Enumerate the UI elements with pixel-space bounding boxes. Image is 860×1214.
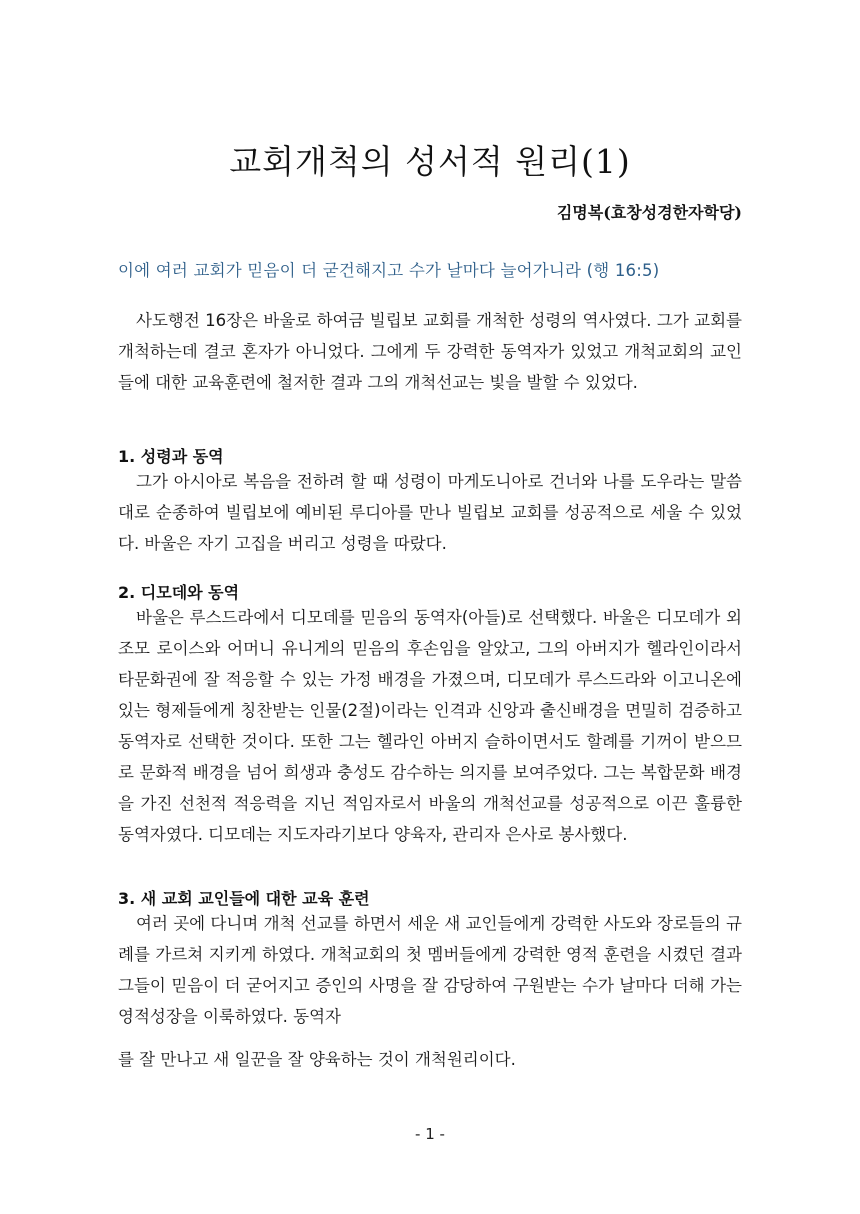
section-text-2: 바울은 루스드라에서 디모데를 믿음의 동역자(아들)로 선택했다. 바울은 디모데가 외조모 로이스와 어머니 유니게의 믿음의 후손임을 알았고, 그의 아버지가 헬라인이라서 타문화권에 잘 적응할 수 있는 가정 배경을 가졌으며, 디모데가 루스드라와 이고니온에 있는 형제들에게 칭찬받는 인물(2절)이라는 인격과 신앙과 출신배경을 면밀히 검증하고 동역자로 선택한 것이다. 또한 그는 헬라인 아버지 슬하이면서도 할례를 기꺼이 받으므로 문화적 배경을 넘어 희생과 충성도 감수하는 의지를 보여주었다. 그는 복합문화 배경을 가진 선천적 적응력을 지닌 적임자로서 바울의 개척선교를 성공적으로 이끈 훌륭한 동역자였다. 디모데는 지도자라기보다 양육자, 관리자 은사로 봉사했다. xyxy=(118,608,742,844)
author-line: 김명복(효창성경한자학당) xyxy=(556,203,742,222)
intro-paragraph xyxy=(118,305,742,398)
section-heading-3: 3. 새 교회 교인들에 대한 교육 훈련 xyxy=(118,889,370,908)
section-body-3 xyxy=(118,908,742,1032)
intro-text: 사도행전 16장은 바울로 하여금 빌립보 교회를 개척한 성령의 역사였다. 그가 교회를 개척하는데 결코 혼자가 아니었다. 그에게 두 강력한 동역자가 있었고 개척교회의 교인들에 대한 교육훈련에 철저한 결과 그의 개척선교는 빛을 발할 수 있었다. xyxy=(118,311,742,392)
section-heading-2: 2. 디모데와 동역 xyxy=(118,583,240,602)
section-body-1 xyxy=(118,466,742,559)
section-text-3: 여러 곳에 다니며 개척 선교를 하면서 세운 새 교인들에게 강력한 사도와 장로들의 규례를 가르쳐 지키게 하였다. 개척교회의 첫 멤버들에게 강력한 영적 훈련을 시켰던 결과 그들이 믿음이 더 굳어지고 증인의 사명을 잘 감당하여 구원받는 수가 날마다 더해 가는 영적성장을 이룩하였다. 동역자 xyxy=(118,914,742,1026)
section-body-2 xyxy=(118,602,742,850)
section-text-3-tail: 를 잘 만나고 새 일꾼을 잘 양육하는 것이 개척원리이다. xyxy=(118,1050,516,1069)
scripture-verse: 이에 여러 교회가 믿음이 더 굳건해지고 수가 날마다 늘어가니라 (행 16:5) xyxy=(118,261,660,280)
page-number: - 1 - xyxy=(415,1125,445,1143)
section-heading-1: 1. 성령과 동역 xyxy=(118,447,224,466)
page-title: 교회개척의 성서적 원리(1) xyxy=(229,142,631,181)
section-text-1: 그가 아시아로 복음을 전하려 할 때 성령이 마게도니아로 건너와 나를 도우라는 말씀대로 순종하여 빌립보에 예비된 루디아를 만나 빌립보 교회를 성공적으로 세울 수 있었다. 바울은 자기 고집을 버리고 성령을 따랐다. xyxy=(118,472,742,553)
